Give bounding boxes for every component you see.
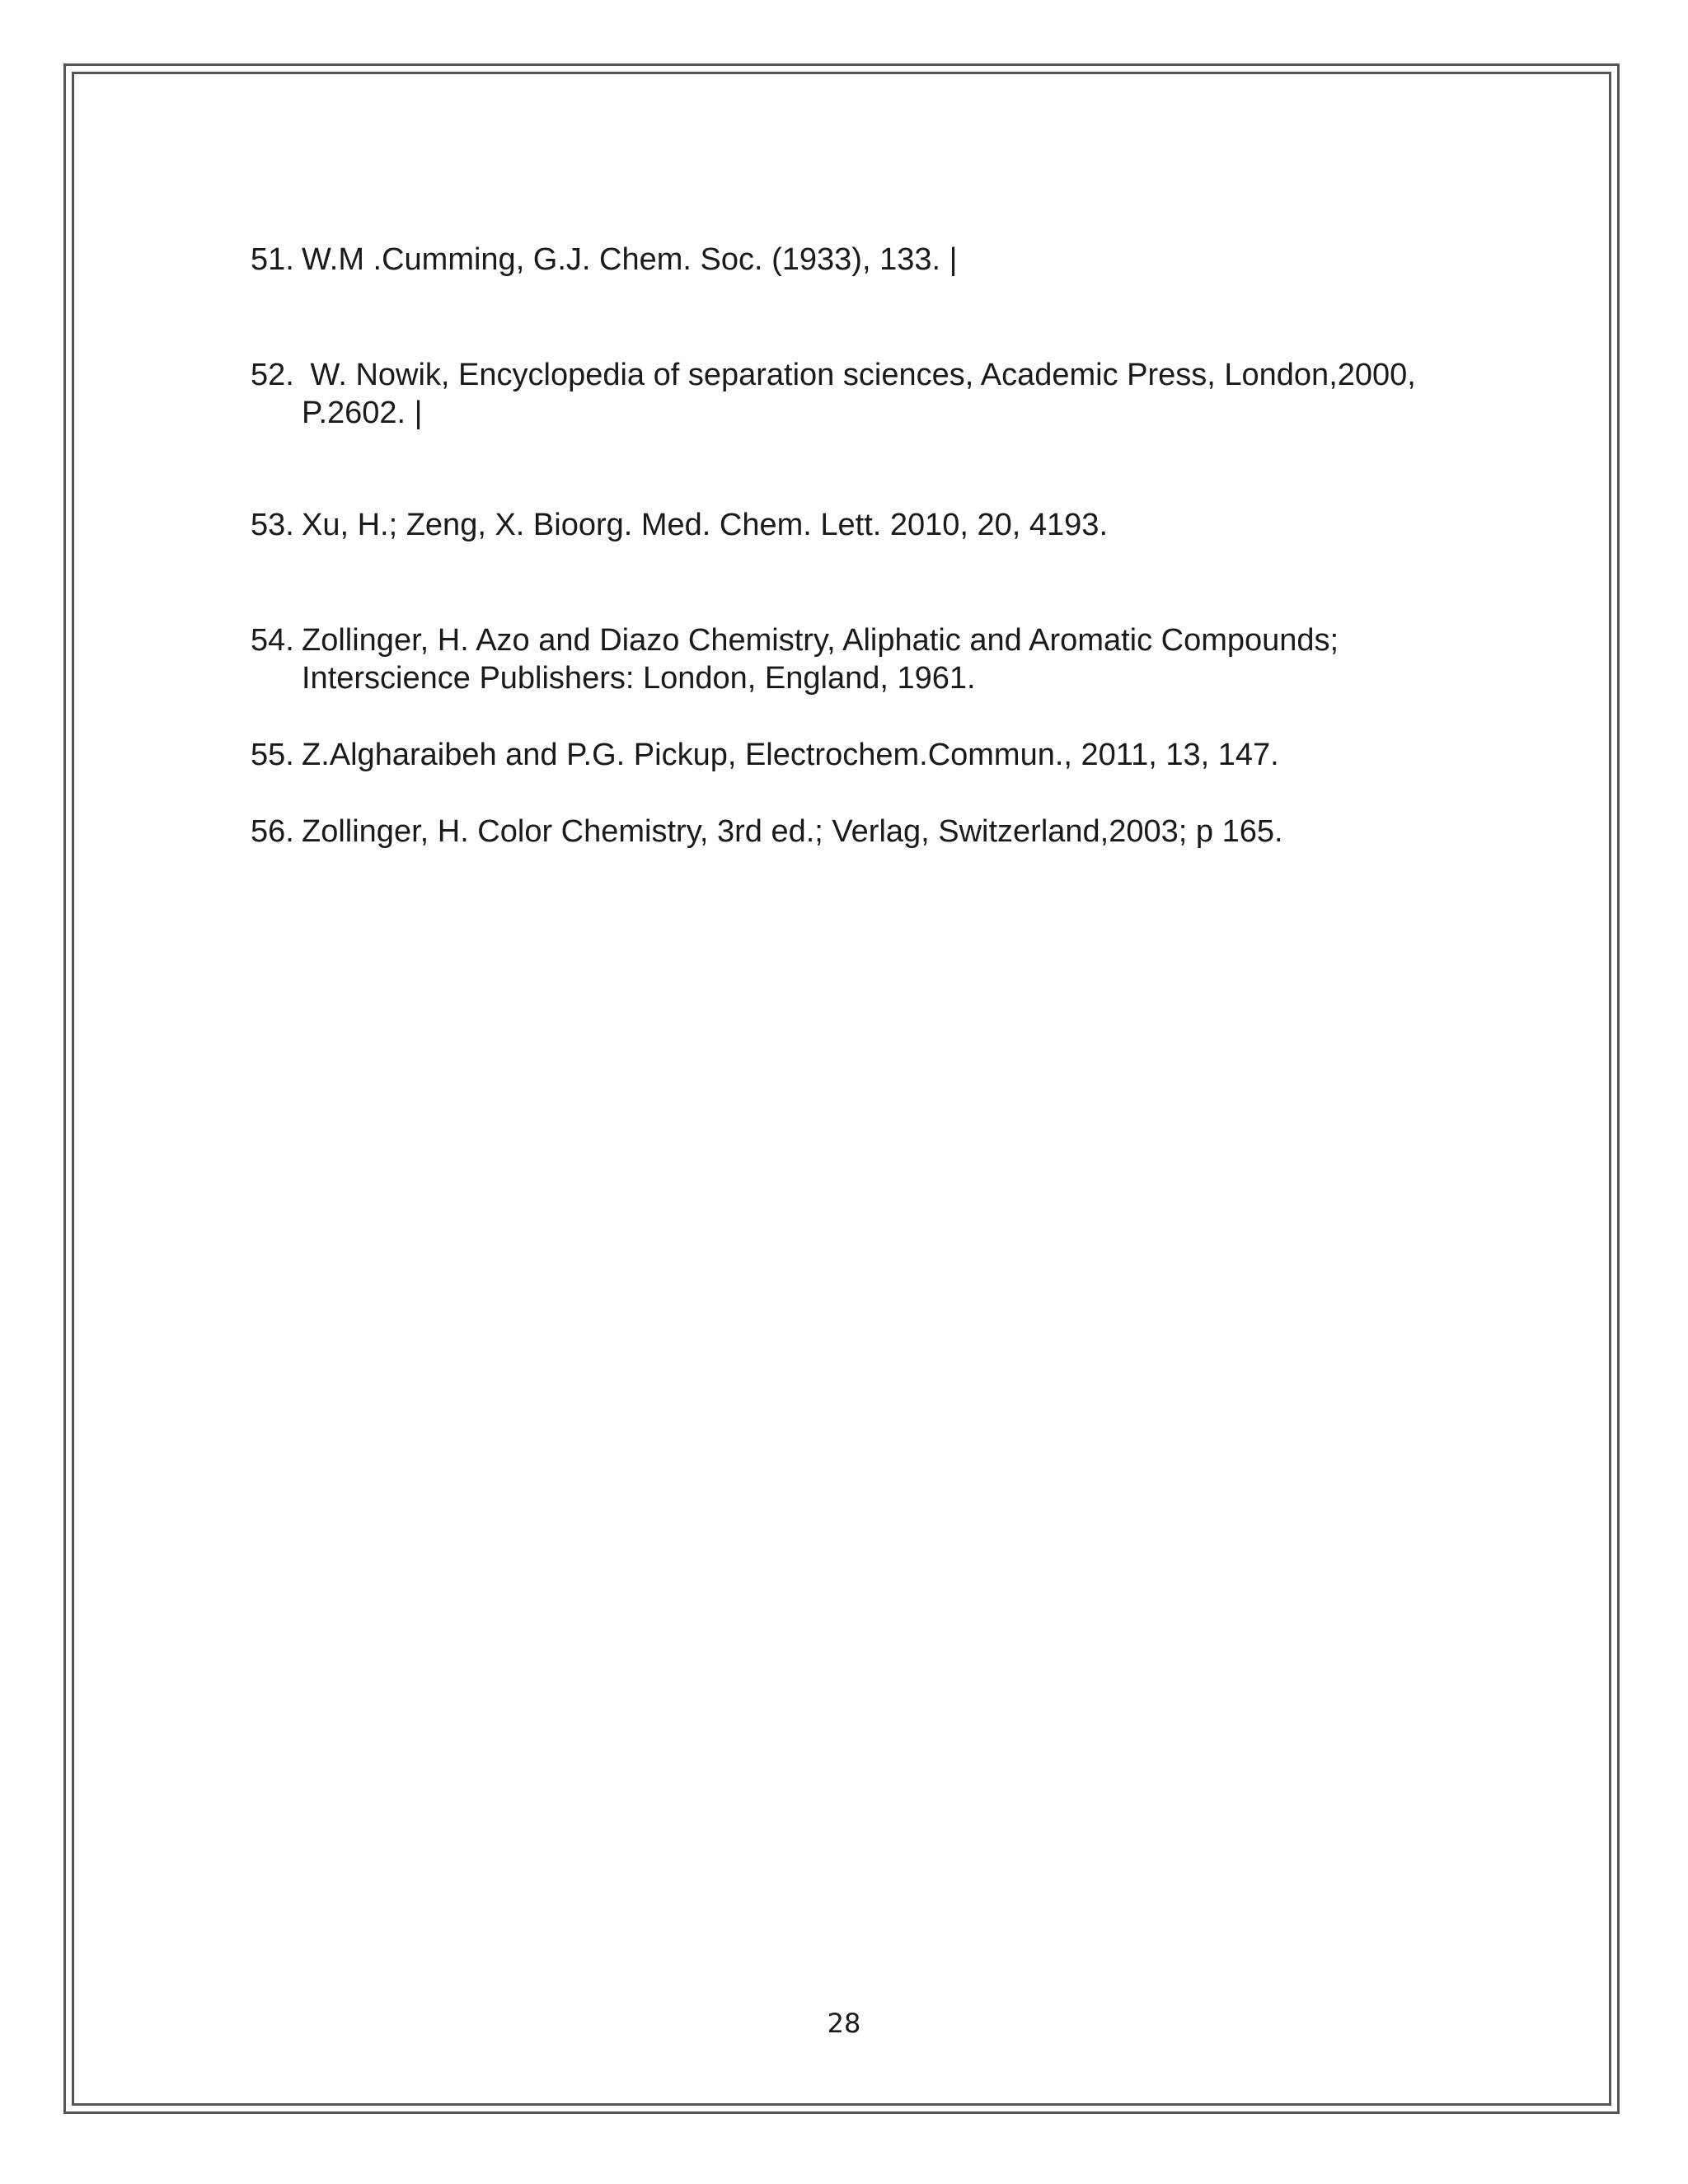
reference-item-52 (251, 356, 1503, 432)
reference-text: Zollinger, H. Color Chemistry, 3rd ed.; Verlag, Switzerland,2003; p 165. (302, 814, 1283, 849)
reference-number: 51. (251, 242, 294, 277)
reference-item-56 (251, 813, 1503, 851)
reference-number: 53. (251, 508, 294, 542)
reference-item-53 (251, 506, 1503, 544)
page-number: 28 (827, 2008, 861, 2039)
reference-number: 55. (251, 738, 294, 772)
reference-item-54 (251, 621, 1503, 697)
reference-number: 54. (251, 623, 294, 658)
reference-text: Xu, H.; Zeng, X. Bioorg. Med. Chem. Lett. 2010, 20, 4193. (302, 508, 1108, 542)
reference-text: W.M .Cumming, G.J. Chem. Soc. (1933), 133. | (302, 242, 958, 277)
reference-text-continued: Interscience Publishers: London, England, 1961. (302, 661, 976, 696)
reference-item-55 (251, 736, 1503, 774)
reference-text: Zollinger, H. Azo and Diazo Chemistry, Aliphatic and Aromatic Compounds; (302, 623, 1339, 658)
reference-number: 52. (251, 358, 294, 392)
reference-item-51 (251, 241, 1503, 279)
reference-text-continued: P.2602. | (302, 396, 423, 430)
reference-number: 56. (251, 814, 294, 849)
reference-text: W. Nowik, Encyclopedia of separation sciences, Academic Press, London,2000, (302, 358, 1416, 392)
reference-text: Z.Algharaibeh and P.G. Pickup, Electrochem.Commun., 2011, 13, 147. (302, 738, 1279, 772)
